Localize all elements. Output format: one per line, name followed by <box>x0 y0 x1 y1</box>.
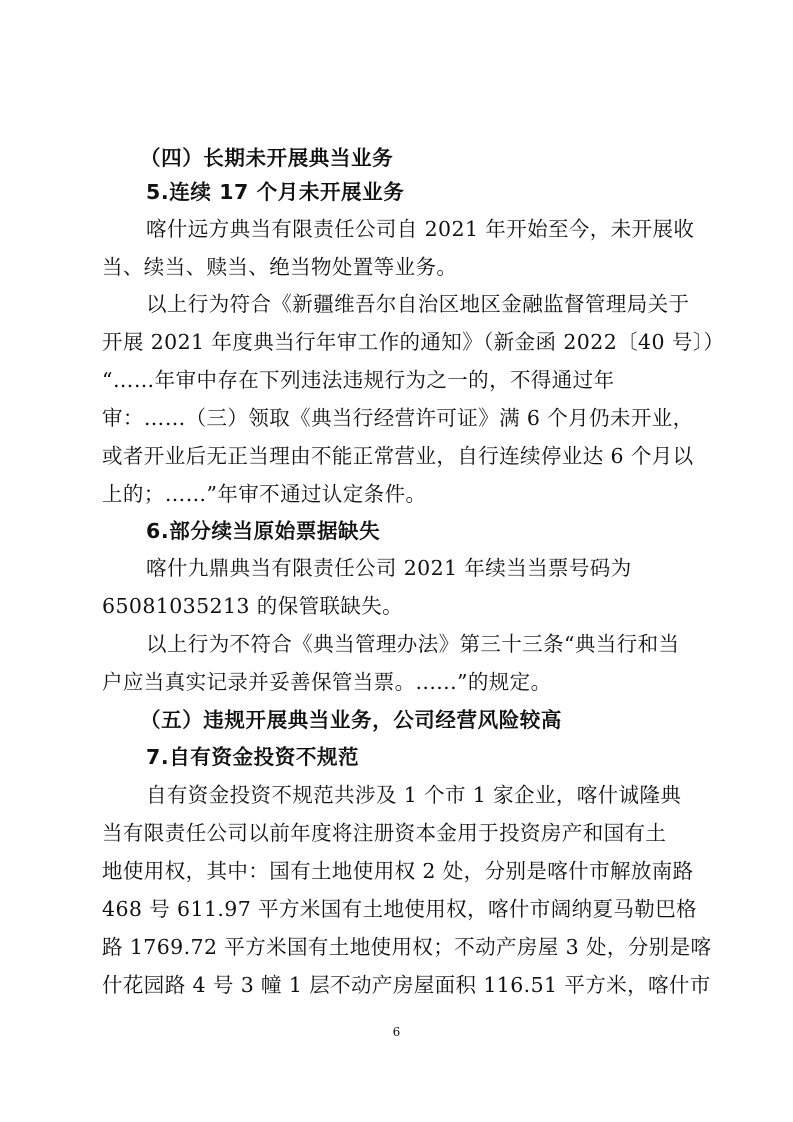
paragraph-line: 自有资金投资不规范共涉及 1 个市 1 家企业，喀什诚隆典 <box>146 783 682 807</box>
paragraph-line: 65081035213 的保管联缺失。 <box>102 594 404 618</box>
paragraph-line: 当有限责任公司以前年度将注册资本金用于投资房产和国有土 <box>102 821 667 845</box>
paragraph-line: 以上行为不符合《典当管理办法》第三十三条“典当行和当 <box>146 632 680 656</box>
paragraph-line: 468 号 611.97 平方米国有土地使用权，喀什市阔纳夏马勒巴格 <box>102 897 698 921</box>
paragraph-line: 上的；……”年审不通过认定条件。 <box>102 482 427 506</box>
section-heading-4: （四）长期未开展典当业务 <box>140 146 394 170</box>
page-number: 6 <box>392 1025 401 1039</box>
paragraph-line: 户应当真实记录并妥善保管当票。......”的规定。 <box>102 670 552 694</box>
subsection-heading-7: 7.自有资金投资不规范 <box>146 745 360 769</box>
paragraph-line: 什花园路 4 号 3 幢 1 层不动产房屋面积 116.51 平方米，喀什市 <box>102 973 711 997</box>
paragraph-line: 路 1769.72 平方米国有土地使用权；不动产房屋 3 处，分别是喀 <box>102 935 712 959</box>
paragraph-line: 喀什远方典当有限责任公司自 2021 年开始至今，未开展收 <box>146 217 695 241</box>
paragraph-line: “……年审中存在下列违法违规行为之一的，不得通过年 <box>102 368 615 392</box>
paragraph-line: 地使用权，其中：国有土地使用权 2 处，分别是喀什市解放南路 <box>102 859 694 883</box>
paragraph-line: 或者开业后无正当理由不能正常营业，自行连续停业达 6 个月以 <box>102 444 694 468</box>
paragraph-line: 以上行为符合《新疆维吾尔自治区地区金融监督管理局关于 <box>146 292 690 316</box>
subsection-heading-5: 5.连续 17 个月未开展业务 <box>146 180 405 204</box>
paragraph-line: 当、续当、赎当、绝当物处置等业务。 <box>102 255 458 279</box>
subsection-heading-6: 6.部分续当原始票据缺失 <box>146 519 381 543</box>
paragraph-line: 开展 2021 年度典当行年审工作的通知》（新金函 2022〔40 号〕） <box>102 330 725 354</box>
section-heading-5: （五）违规开展典当业务，公司经营风险较高 <box>140 708 562 732</box>
paragraph-line: 审：……（三）领取《典当行经营许可证》满 6 个月仍未开业， <box>102 406 694 430</box>
paragraph-line: 喀什九鼎典当有限责任公司 2021 年续当当票号码为 <box>146 556 632 580</box>
